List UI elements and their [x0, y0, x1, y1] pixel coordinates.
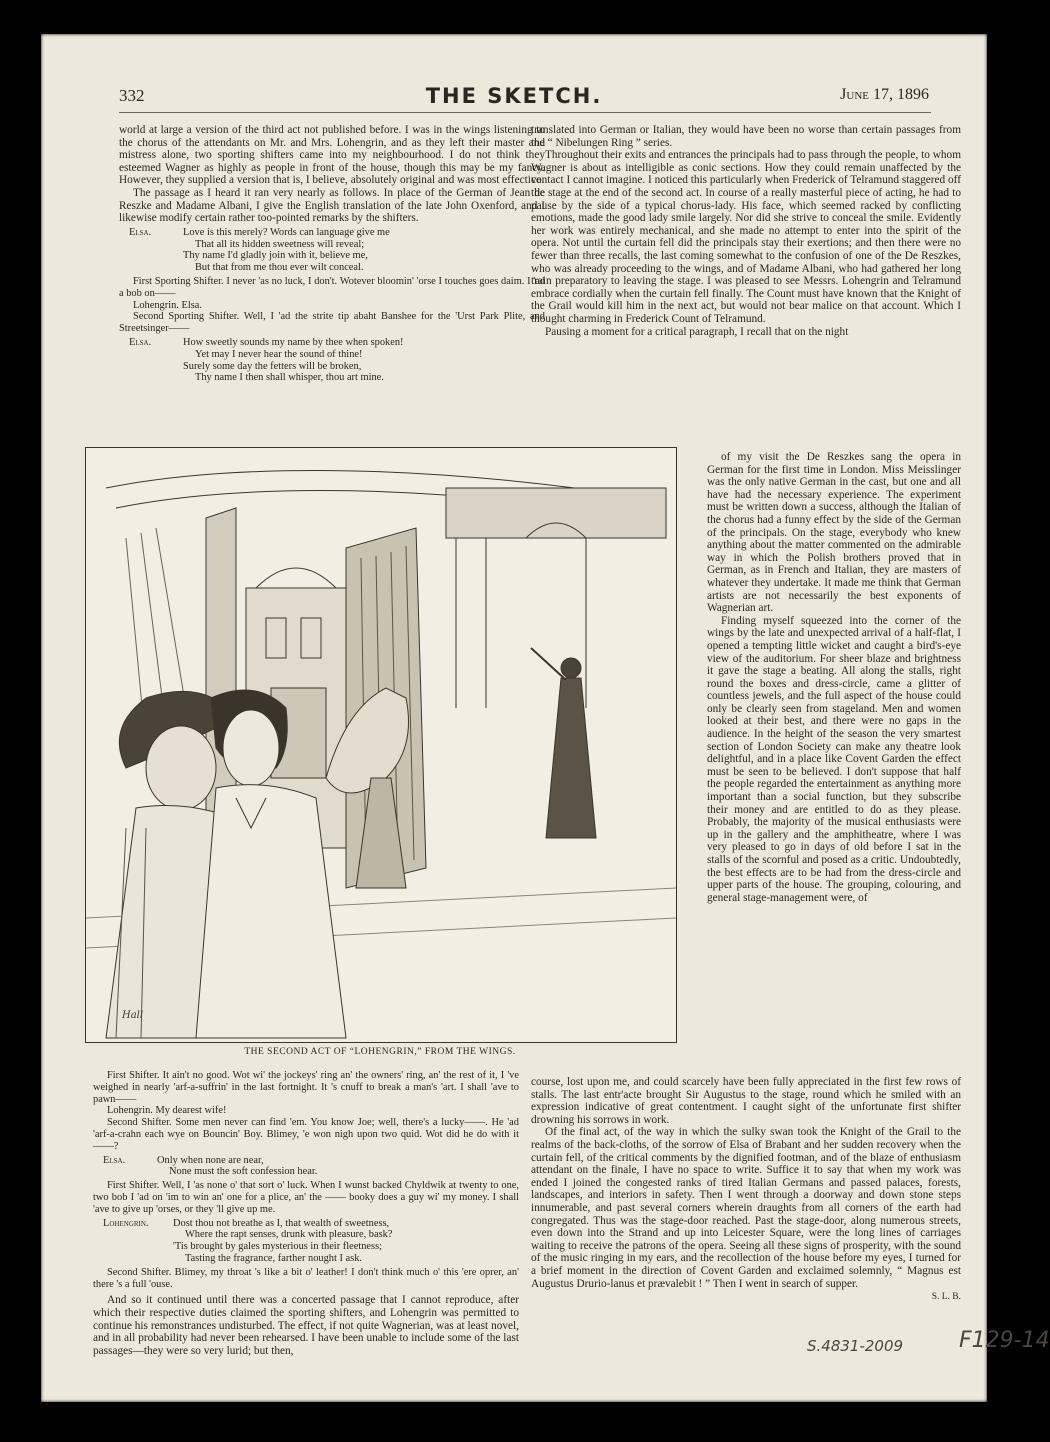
paragraph: of my visit the De Reszkes sang the opera in German for the first time in London. Miss Meisslinger was the only native German in the cast, but one and all have had the necessary experience. The experiment must be written down a success, although the Italian of the chorus had a funny effect by the side of the German of the principals. On the stage, everybody who knew anything about the matter commented on the admirable way in which the Polish brothers proved that in German, as in French and Italian, they are masters of whatever they undertake. It made me think that German artists are not necessarily the best exponents of Wagnerian art. — [707, 451, 961, 615]
dialogue: Second Shifter. Blimey, my throat 's like a bit o' leather! I don't think much o' this 'ere oprer, an' there 's a full 'ouse. — [93, 1266, 519, 1290]
verse-line: But that from me thou ever wilt conceal. — [195, 262, 364, 274]
verse-line: That all its hidden sweetness will reveal; — [195, 238, 365, 250]
header-rule — [119, 112, 931, 113]
stage-wings-illustration — [86, 448, 676, 1042]
left-column-top — [119, 124, 545, 386]
paragraph: course, lost upon me, and could scarcely have been fully appreciated in the first few rows of stalls. The last entr'acte brought Sir Augustus to the stage, round which he smiled with an expression indicative of great contentment. I caught sight of the unfortunate first shifter drowning his sorrows in work. — [531, 1076, 961, 1126]
dialogue: Second Shifter. Some men never can find 'em. You know Joe; well, there's a lucky——. He 'ad 'arf-a-crahn each wye on Bouncin' Boy. Blimey, 'e won nigh upon two quid. Wot did he do with it——? — [93, 1117, 519, 1152]
page-number: 332 — [119, 86, 145, 105]
paragraph: Finding myself squeezed into the corner of the wings by the late and unexpected arrival of a half-flat, I opened a tempting little wicket and caught a bird's-eye view of the auditorium. For sheer blaze and brightness it gave the stage a beating. All along the stalls, right round the boxes and dress-circle, came a glitter of countless jewels, and the full aspect of the house could only be clearly seen from stageland. Men and women looked at their best, and there were no gaps in the audience. In the height of the season the very smartest section of London Society can make any theatre look delightful, and in a place like Covent Garden the effect must be seen to be believed. I don't suppose that half the people regarded the entertainment as anything more important than a social function, but they subscribe their money and are entitled to do as they please. Probably, the majority of the musical enthusiasts were up in the gallery and the amphitheatre, where I was very pleased to go in days of old before I sat in the stalls of the scornful and posed as a critic. Undoubtedly, the best effects are to be had from the dress-circle and upper parts of the house. The grouping, colouring, and general stage-management were, of — [707, 614, 961, 904]
paragraph: Of the final act, of the way in which the sulky swan took the Knight of the Grail to the realms of the back-cloths, of the sorrow of Elsa of Brabant and her sudden recovery when the curtain fell, of the critical comments by the dignified footman, and of the blaze of enthusiasm attendant on the finale, I have no space to write. Suffice it to say that when my work was ended I joined the congested ranks of tired Italian Germans and passed palaces, forests, landscapes, and interiors in safety. Then I went through a doorway and down stone steps innumerable, and past several corners wherein draughts from all corners of the earth had congregated. Thus was the stage-door reached. Past the stage-door, along numerous streets, even down into the Strand and up into Leicester Square, were the long lines of carriages waiting to receive the patrons of the opera. Seeing all these signs of prosperity, with the sound of the music ringing in my ears, and the recollection of the house before my eyes, I turned for a brief moment in the direction of Covent Garden and exclaimed solemnly, “ Magnus est Augustus Drurio-lanus et prævalebit ! ” Then I went in search of supper. — [531, 1126, 961, 1290]
verse-line: Love is this merely? Words can language give me — [183, 226, 390, 238]
masthead: THE SKETCH. — [425, 84, 603, 108]
illustration-frame — [85, 447, 677, 1043]
dialogue: First Shifter. It ain't no good. Wot wi' the jockeys' ring an' the owners' ring, an' the rest of it, I 've weighed in nearly 'arf-a-suffrin' in the last fortnight. It 's cnuff to break a man's 'art. I shall 'ave to pawn—— — [93, 1070, 519, 1105]
verse-line: Thy name I'd gladly join with it, believe me, — [183, 250, 368, 262]
newspaper-page — [41, 34, 1050, 1402]
dialogue: First Shifter. Well, I 'as none o' that sort o' luck. When I wunst backed Chyldwik at twenty to one, two bob I 'ad on 'im to win an' one for a plice, an' the —— booky does a guy wi' my money. I shall 'ave to give up 'orses, or they 'll give up me. — [93, 1180, 519, 1215]
paragraph: translated into German or Italian, they would have been no worse than certain passages from the “ Nibelungen Ring ” series. — [531, 124, 961, 149]
left-column-bottom — [93, 1070, 519, 1357]
verse-line: Only when none are near, — [157, 1154, 264, 1166]
speaker: Elsa. — [103, 1154, 126, 1166]
verse-line: Thy name I then shall whisper, thou art mine. — [195, 372, 384, 384]
right-column-bottom — [531, 1076, 961, 1304]
verse-line: Where the rapt senses, drunk with pleasure, bask? — [185, 1229, 393, 1241]
page-header — [41, 86, 987, 110]
verse-line: Surely some day the fetters will be broken, — [183, 360, 362, 372]
reference-number: F129-14 — [959, 1328, 1050, 1353]
issue-date: June 17, 1896 — [840, 86, 929, 103]
speaker: Elsa. — [129, 336, 152, 348]
verse-line: Dost thou not breathe as I, that wealth of sweetness, — [173, 1217, 390, 1229]
verse-line: Tasting the fragrance, farther nought I ask. — [185, 1252, 362, 1264]
verse-block — [93, 1218, 519, 1265]
right-column-wrap — [707, 451, 961, 904]
paragraph: Pausing a moment for a critical paragraph, I recall that on the night — [545, 325, 849, 338]
signoff: S. L. B. — [931, 1292, 961, 1303]
verse-block — [93, 1155, 519, 1179]
verse-line: 'Tis brought by gales mysterious in their fleetness; — [173, 1241, 382, 1253]
handwritten-notes — [807, 1328, 1050, 1355]
verse-block — [119, 227, 545, 274]
verse-line: Yet may I never hear the sound of thine! — [195, 348, 363, 360]
dialogue: Lohengrin. Elsa. — [133, 299, 202, 311]
right-column-top — [531, 124, 961, 338]
accession-number: S.4831-2009 — [807, 1337, 904, 1355]
verse-block — [119, 337, 545, 384]
paragraph: Throughout their exits and entrances the principals had to pass through the people, to whom Wagner is about as intelligible as conic sections. How they could remain unaffected by the contact I cannot imagine. I noticed this particularly when Frederick of Telramund staggered off the stage at the end of the second act. In course of a really masterful piece of acting, he had to pause by the side of a typical chorus-lady. His face, which seemed racked by conflicting emotions, made the good lady smile largely. Nor did she strive to conceal the smile. Evidently her work was entirely mechanical, and she made no attempt to enter into the spirit of the opera. Not until the curtain fell did the principals stay their exertions; and then there were no fewer than three recalls, the last coming somewhat to the confusion of one of the De Reszkes, who was already proceeding to the wings, and of Madame Albani, who had gathered her long train preparatory to leaving the stage. I was pleased to see Messrs. Lohengrin and Telramund embrace cordially when the curtain fell finally. The Count must have known that the Knight of the Grail would kill him in the next act, but would not bear malice on that account. Which I thought charming in Frederick Count of Telramund. — [531, 149, 961, 325]
paragraph: And so it continued until there was a concerted passage that I cannot reproduce, after which their respective duties claimed the sporting shifters, and Lohengrin was permitted to continue his remonstrances undisturbed. The effect, if not quite Wagnerian, was at least novel, and in all probability had never been rehearsed. I have been unable to include some of the last passages—they were so very lurid; but then, — [93, 1294, 519, 1357]
verse-line: None must the soft confession hear. — [169, 1166, 318, 1178]
speaker: Elsa. — [129, 226, 152, 238]
dialogue: Second Sporting Shifter. Well, I 'ad the strite tip abaht Banshee for the 'Urst Park Plite, and Streetsinger—— — [119, 311, 545, 335]
illustration-caption: THE SECOND ACT OF “LOHENGRIN,” FROM THE WINGS. — [244, 1047, 516, 1057]
artist-signature: Hall — [122, 1010, 144, 1021]
dialogue: Lohengrin. My dearest wife! — [107, 1105, 227, 1117]
paragraph: world at large a version of the third act not published before. I was in the wings listening to the chorus of the attendants on Mr. and Mrs. Lohengrin, and as they left their master and mistress alone, two sporting shifters came into my neighbourhood. I do not think they esteemed Wagner as highly as people in front of the house, though this may be my fancy. However, they supplied a version that is, I believe, absolutely original and was most effective. — [119, 124, 545, 187]
dialogue: First Sporting Shifter. I never 'as no luck, I don't. Wotever bloomin' 'orse I touches goes daim. I 'ad a bob on—— — [119, 275, 545, 299]
verse-line: How sweetly sounds my name by thee when spoken! — [183, 336, 404, 348]
paragraph: The passage as I heard it ran very nearly as follows. In place of the German of Jean de Reszke and Madame Albani, I give the English translation of the late John Oxenford, and I likewise modify certain rather too-pointed remarks by the shifters. — [119, 186, 545, 225]
speaker: Lohengrin. — [103, 1217, 149, 1229]
